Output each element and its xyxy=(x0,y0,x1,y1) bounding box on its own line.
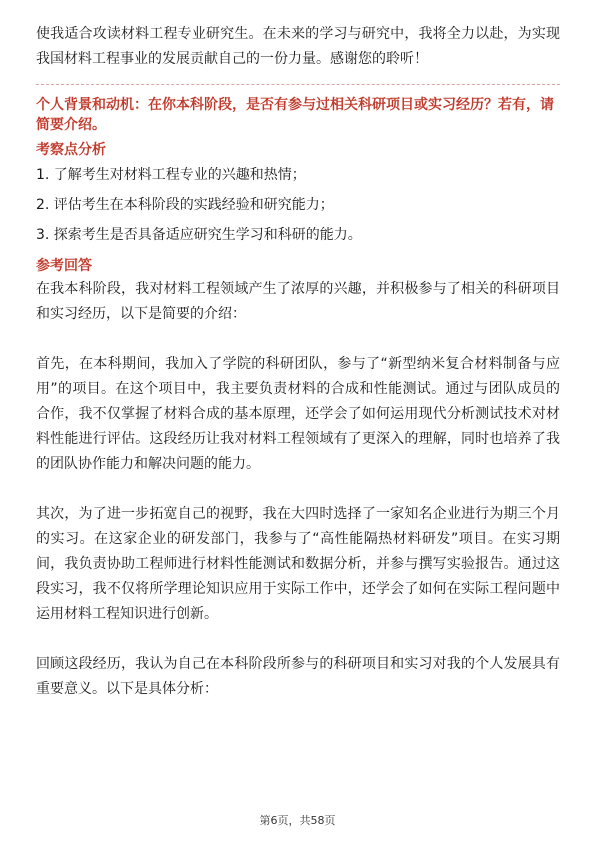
analysis-item: 2. 评估考生在本科阶段的实践经验和研究能力； xyxy=(36,197,334,213)
document-page xyxy=(36,22,560,702)
answer-paragraph: 回顾这段经历，我认为自己在本科阶段所参与的科研项目和实习对我的个人发展具有重要意义。以下是具体分析： xyxy=(36,656,560,697)
section-divider xyxy=(36,84,560,85)
analysis-heading: 考察点分析 xyxy=(36,142,106,158)
intro-continuation: 使我适合攻读材料工程专业研究生。在未来的学习与研究中，我将全力以赴，为实现我国材料工程事业的发展贡献自己的一份力量。感谢您的聆听！ xyxy=(36,26,560,67)
analysis-item: 1. 了解考生对材料工程专业的兴趣和热情； xyxy=(36,167,306,183)
page-number: 第6页，共58页 xyxy=(259,814,336,827)
question-title: 个人背景和动机：在你本科阶段，是否有参与过相关科研项目或实习经历？若有，请简要介绍。 xyxy=(36,97,554,133)
answer-paragraph: 在我本科阶段，我对材料工程领域产生了浓厚的兴趣，并积极参与了相关的科研项目和实习经历，以下是简要的介绍： xyxy=(36,281,560,322)
answer-paragraph: 首先，在本科期间，我加入了学院的科研团队，参与了“新型纳米复合材料制备与应用”的项目。在这个项目中，我主要负责材料的合成和性能测试。通过与团队成员的合作，我不仅掌握了材料合成的基本原理，还学会了如何运用现代分析测试技术对材料性能进行评估。这段经历让我对材料工程领域有了更深入的理解，同时也培养了我的团队协作能力和解决问题的能力。 xyxy=(36,356,560,472)
analysis-item: 3. 探索考生是否具备适应研究生学习和科研的能力。 xyxy=(36,227,362,243)
answer-heading: 参考回答 xyxy=(36,258,92,274)
answer-paragraph: 其次，为了进一步拓宽自己的视野，我在大四时选择了一家知名企业进行为期三个月的实习。在这家企业的研发部门，我参与了“高性能隔热材料研发”项目。在实习期间，我负责协助工程师进行材料性能测试和数据分析，并参与撰写实验报告。通过这段实习，我不仅将所学理论知识应用于实际工作中，还学会了如何在实际工程问题中运用材料工程知识进行创新。 xyxy=(36,506,560,622)
